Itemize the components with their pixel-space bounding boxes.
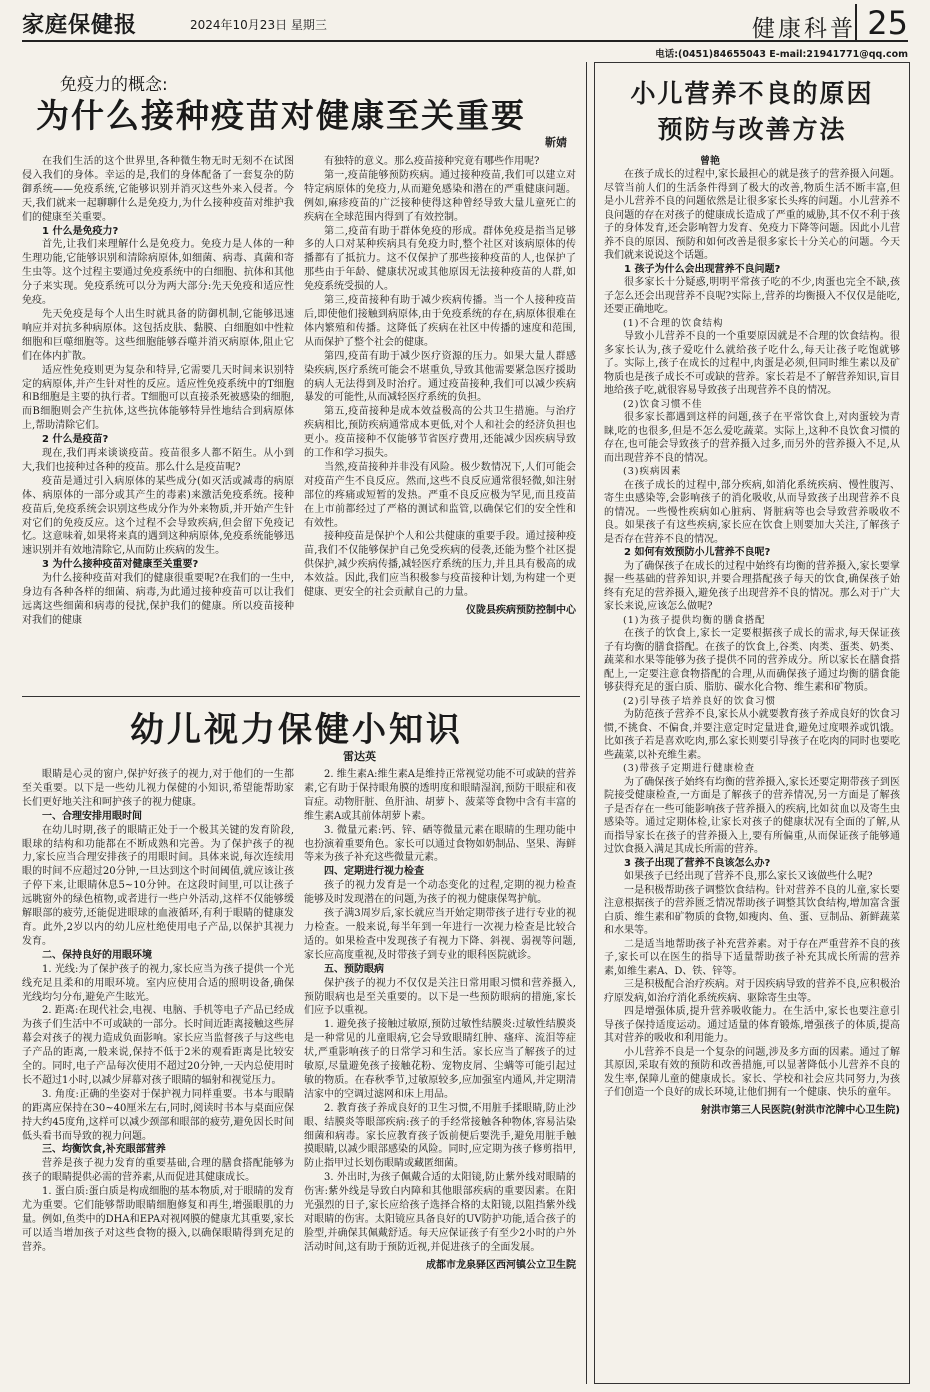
newspaper-name: 家庭保健报 [22,12,138,38]
article1-col1-paragraph-9: 为什么接种疫苗对我们的健康很重要呢?在我们的一生中,身边有各种各样的细菌、病毒,为此通过接种疫苗可以让我们远离这些细菌和病毒的侵扰,保护我们的健康。所以疫苗接种对我们的健康 [22,573,294,626]
article3-subsection-label-13: (2)引导孩子培养良好的饮食习惯 [623,695,776,707]
article1-kicker: 免疫力的概念: [60,75,168,95]
article2-author: 雷达英 [343,750,376,763]
article1-col2-paragraph-2: 第二,疫苗有助于群体免疫的形成。群体免疫是指当足够多的人口对某种疾病具有免疫力时,整个社区对该病原体的传播都有了抵抗力。这不仅保护了那些接种疫苗的人,也保护了那些由于年龄、健康状况或其他原因无法接种疫苗的人群,如免疫系统受损的人。 [304,225,576,293]
article3-paragraph-12: 在孩子的饮食上,家长一定要根据孩子成长的需求,每天保证孩子有均衡的膳食搭配。在孩子的饮食上,谷类、肉类、蛋类、奶类、蔬菜和水果等能够为孩子提供不同的营养成分。所以家长在膳食搭配上,一定要注意食物搭配的合理,从而确保孩子通过均衡的膳食能够获得充足的蛋白质、脂肪、碳水化合物、维生素和矿物质。 [604,628,900,693]
article3-paragraph-20: 二是适当地帮助孩子补充营养素。对于存在严重营养不良的孩子,家长可以在医生的指导下适量帮助孩子补充其成长所需的营养素,如维生素A、D、铁、锌等。 [604,938,900,977]
masthead [22,6,908,42]
article3-title-line-2: 预防与改善方法 [657,115,847,144]
article2-col2-paragraph-3: 孩子的视力发育是一个动态变化的过程,定期的视力检查能够及时发现潜在的问题,为孩子的视力健康保驾护航。 [304,880,576,906]
article2-col1-paragraph-6: 3. 角度:正确的坐姿对于保护视力同样重要。书本与眼睛的距离应保持在30~40厘米左右,同时,阅读时书本与桌面应保持大约45度角,这样可以减少颈部和眼部的疲劳,避免因长时间低头看书而导致的视力问题。 [22,1088,294,1142]
article3-subsection-label-3: (1)不合理的饮食结构 [623,317,724,329]
article1-column-1 [22,155,294,693]
column-divider [586,62,587,1384]
article3-subsection-label-11: (1)为孩子提供均衡的膳食搭配 [623,614,766,626]
article3-paragraph-8: 在孩子成长的过程中,部分疾病,如消化系统疾病、慢性腹泻、寄生虫感染等,会影响孩子的消化吸收,从而导致孩子出现营养不良的情况。一些慢性疾病如心脏病、肾脏病等也会导致营养吸收不良。如果孩子有这些疾病,家长应在饮食上则要加大关注,了解孩子是否存在营养不良的情况。 [604,479,900,545]
article1-col1-subheading-1: 1 什么是免疫力? [42,225,119,237]
article2-col1-paragraph-4: 1. 光线:为了保护孩子的视力,家长应当为孩子提供一个光线充足且柔和的用眼环境。室内应使用合适的照明设备,确保光线均匀分布,避免产生眩光。 [22,963,294,1003]
article3-paragraph-10: 为了确保孩子在成长的过程中始终有均衡的营养摄入,家长要掌握一些基础的营养知识,并要合理搭配孩子每天的饮食,确保孩子始终有充足的营养摄入,避免孩子出现营养不良的情况。那么对于广大家长来说,应该怎么做呢? [604,560,900,612]
article3-paragraph-22: 四是增强体质,提升营养吸收能力。在生活中,家长也要注意引导孩子保持适度运动。通过适量的体育锻炼,增强孩子的体质,提高其对营养的吸收和利用能力。 [604,1006,900,1044]
article1-col1-paragraph-0: 在我们生活的这个世界里,各种微生物无时无刻不在试图侵入我们的身体。幸运的是,我们的身体配备了一套复杂的防御系统——免疫系统,它能够识别并消灭这些外来入侵者。今天,我们就来一起聊聊什么是免疫力,为什么接种疫苗对维护我们的健康至关重要。 [22,156,294,223]
article3-subheading-1: 1 孩子为什么会出现营养不良问题? [624,263,781,275]
article1-col2-paragraph-4: 第四,疫苗有助于减少医疗资源的压力。如果大量人群感染疾病,医疗系统可能会不堪重负,导致其他需要紧急医疗援助的病人无法得到及时治疗。通过疫苗接种,我们可以减少疾病暴发的可能性,从而减轻医疗系统的负担。 [304,350,576,404]
article3-author: 曾艳 [700,156,720,167]
article2-col1-subheading-3: 二、保持良好的用眼环境 [42,949,152,961]
article1-col2-paragraph-7: 接种疫苗是保护个人和公共健康的重要手段。通过接种疫苗,我们不仅能够保护自己免受疾病的侵袭,还能为整个社区提供保护,减少疾病传播,减轻医疗系统的压力,并且具有极高的成本效益。因此,我们应当积极参与疫苗接种计划,为构建一个更健康、更安全的社会贡献自己的力量。 [304,531,576,599]
article2-col2-paragraph-9: 3. 外出时,为孩子佩戴合适的太阳镜,防止紫外线对眼睛的伤害:紫外线是导致白内障和其他眼部疾病的重要因素。在阳光强烈的日子,家长应给孩子选择合格的太阳镜,以阻挡紫外线对眼睛的伤害。太阳镜应具备良好的UV防护功能,适合孩子的脸型,并确保其佩戴舒适。每天应保证孩子有至少2小时的户外活动时间,这有助于预防近视,并促进孩子的全面发展。 [304,1172,576,1253]
article2-col2-subheading-2: 四、定期进行视力检查 [324,866,424,878]
article3-subheading-9: 2 如何有效预防小儿营养不良呢? [624,547,771,558]
article2-col1-paragraph-8: 营养是孩子视力发育的重要基础,合理的膳食搭配能够为孩子的眼睛提供必需的营养素,从而促进其健康成长。 [22,1158,294,1184]
article2-col2-paragraph-6: 保护孩子的视力不仅仅是关注日常用眼习惯和营养摄入,预防眼病也是至关重要的。以下是一些预防眼病的措施,家长们应予以重视。 [304,977,576,1017]
article3-paragraph-0: 在孩子成长的过程中,家长最担心的就是孩子的营养摄入问题。尽管当前人们的生活条件得到了极大的改善,物质生活不断丰富,但是小儿营养不良的问题依然是让很多家长头疼的问题。小儿营养不良问题的存在对孩子的健康成长造成了严重的威胁,其不仅不利于孩子的身体发育,还会影响智力发育、免疫力下降等问题。因此小儿营养不良的原因、预防和如何改善是很多家长十分关心的问题。今天我们就来说说这个话题。 [604,169,900,261]
article2-col2-paragraph-4: 孩子满3周岁后,家长就应当开始定期带孩子进行专业的视力检查。一般来说,每半年到一年进行一次视力检查是比较合适的。如果检查中发现孩子有视力下降、斜视、弱视等问题,家长应高度重视,及时带孩子到专业的眼科医院就诊。 [304,908,576,961]
article1-col2-paragraph-0: 有独特的意义。那么疫苗接种究竟有哪些作用呢? [324,156,540,167]
article2-col1-subheading-1: 一、合理安排用眼时间 [42,810,142,822]
article1-col1-paragraph-6: 现在,我们再来谈谈疫苗。疫苗很多人都不陌生。从小到大,我们也接种过各种的疫苗。那么什么是疫苗呢? [22,448,294,473]
article1-col2-paragraph-6: 当然,疫苗接种并非没有风险。极少数情况下,人们可能会对疫苗产生不良反应。然而,这些不良反应通常很轻微,如注射部位的疼痛或短暂的发热。严重不良反应极为罕见,而且疫苗在上市前都经过了严格的测试和监管,以确保它们的安全性和有效性。 [304,461,576,529]
article1-col1-paragraph-4: 适应性免疫则更为复杂和特异,它需要几天时间来识别特定的病原体,并产生针对性的反应。适应性免疫系统中的T细胞和B细胞是主要的执行者。T细胞可以直接杀死被感染的细胞,而B细胞则会产生抗体,这些抗体能够特异性地结合到病原体上,帮助清除它们。 [22,364,294,432]
article2-col1-subheading-7: 三、均衡饮食,补充眼部营养 [42,1144,166,1156]
contact-info: 电话:(0451)84655043 E-mail:21941771@qq.com [655,49,908,60]
article2-column-1 [22,768,294,1384]
article3-paragraph-21: 三是积极配合治疗疾病。对于因疾病导致的营养不良,应积极治疗原发病,如治疗消化系统疾病、驱除寄生虫等。 [604,979,900,1004]
article2-col2-paragraph-1: 3. 微量元素:钙、锌、硒等微量元素在眼睛的生理功能中也扮演着重要角色。家长可以通过食物如奶制品、坚果、海鲜等来为孩子补充这些微量元素。 [304,824,576,864]
article3-paragraph-16: 为了确保孩子始终有均衡的营养摄入,家长还要定期带孩子到医院接受健康检查,一方面是了解孩子的营养情况,另一方面是了解孩子是否存在一些可能影响孩子营养摄入的疾病,比如贫血以及寄生虫感染等。通过定期体检,让家长对孩子的健康状况有全面的了解,从而指导家长在孩子的营养摄入上,要有所偏重,从而保证孩子能够通过饮食摄入满足其成长所需的营养。 [604,776,900,855]
article3-paragraph-14: 为防范孩子营养不良,家长从小就要教育孩子养成良好的饮食习惯,不挑食、不偏食,并要注意定时定量进食,避免过度喂养或饥饿。比如孩子若是喜欢吃肉,那么家长则要引导孩子在吃肉的同时也要吃些蔬菜,以补充维生素。 [604,709,900,761]
article2-col1-paragraph-9: 1. 蛋白质:蛋白质是构成细胞的基本物质,对于眼睛的发育尤为重要。它们能够帮助眼睛细胞修复和再生,增强眼肌的力量。例如,鱼类中的DHA和EPA对视网膜的健康尤其重要,家长可以适当增加孩子对这些食物的摄入,以确保眼睛得到充足的营养。 [22,1186,294,1253]
article1-col1-subheading-5: 2 什么是疫苗? [42,434,109,446]
article1-title: 为什么接种疫苗对健康至关重要 [36,96,526,135]
article3-subsection-label-7: (3)疾病因素 [623,466,682,477]
article1-author: 靳婧 [545,136,567,149]
article3-body [604,168,900,1376]
article3-subheading-17: 3 孩子出现了营养不良该怎么办? [624,857,771,869]
article-divider [22,696,580,697]
article2-col2-subheading-5: 五、预防眼病 [324,963,384,975]
article1-col1-paragraph-3: 先天免疫是每个人出生时就具备的防御机制,它能够迅速响应并对抗多种病原体。这包括皮肤、黏膜、白细胞如中性粒细胞和巨噬细胞等。这些细胞能够吞噬并消灭病原体,阻止它们在体内扩散。 [22,308,294,362]
article1-col1-paragraph-2: 首先,让我们来理解什么是免疫力。免疫力是人体的一种生理功能,它能够识别和清除病原体,如细菌、病毒、真菌和寄生虫等。这个过程主要通过免疫系统中的白细胞、抗体和其他分子来实现。免疫系统可以分为两大部分:先天免疫和适应性免疫。 [22,239,294,307]
article1-col2-paragraph-5: 第五,疫苗接种是成本效益极高的公共卫生措施。与治疗疾病相比,预防疾病通常成本更低,对个人和社会的经济负担也更小。疫苗接种不仅能够节省医疗费用,还能减少因疾病导致的工作和学习损失。 [304,406,576,460]
article1-col2-author-organization-8: 仪陇县疾病预防控制中心 [466,605,576,616]
article2-col2-paragraph-8: 2. 教育孩子养成良好的卫生习惯,不用脏手揉眼睛,防止沙眼、结膜炎等眼部疾病:孩子的手经常接触各种物体,容易沾染细菌和病毒。家长应教育孩子饭前便后要洗手,避免用脏手触摸眼睛,以减少眼部感染的风险。同时,应定期为孩子修剪指甲,防止指甲过长划伤眼睛或藏匿细菌。 [304,1102,576,1170]
article2-column-2 [304,768,576,1384]
article2-col2-paragraph-7: 1. 避免孩子接触过敏原,预防过敏性结膜炎:过敏性结膜炎是一种常见的儿童眼病,它会导致眼睛红肿、瘙痒、流泪等症状,严重影响孩子的日常学习和生活。家长应当了解孩子的过敏原,尽量避免孩子接触花粉、宠物皮屑、尘螨等可能引起过敏的物质。在春秋季节,过敏原较多,应加强室内通风,并定期清洁家中的空调过滤网和床上用品。 [304,1019,576,1100]
article1-col1-subheading-8: 3 为什么接种疫苗对健康至关重要? [42,559,199,571]
article3-paragraph-4: 导致小儿营养不良的一个重要原因就是不合理的饮食结构。很多家长认为,孩子爱吃什么就给孩子吃什么,每天让孩子吃饱就够了。实际上,孩子在成长的过程中,肉蛋是必须,但同时维生素以及矿物质也是孩子成长不可或缺的营养。家长若是不了解营养知识,盲目地给孩子吃,就很容易导致孩子出现营养不良的情况。 [604,331,900,396]
article3-paragraph-23: 小儿营养不良是一个复杂的问题,涉及多方面的因素。通过了解其原因,采取有效的预防和改善措施,可以显著降低小儿营养不良的发生率,保障儿童的健康成长。家长、学校和社会应共同努力,为孩子们创造一个良好的成长环境,让他们拥有一个健康、快乐的童年。 [604,1046,900,1098]
article1-column-2 [304,155,576,693]
article2-col2-paragraph-0: 2. 维生素A:维生素A是维持正常视觉功能不可或缺的营养素,它有助于保持眼角膜的透明度和眼睛湿润,预防干眼症和夜盲症。动物肝脏、鱼肝油、胡萝卜、菠菜等食物中含有丰富的维生素A或其前体胡萝卜素。 [304,769,576,822]
article2-col2-author-organization-10: 成都市龙泉驿区西河镇公立卫生院 [426,1259,576,1271]
article2-title: 幼儿视力保健小知识 [130,710,463,750]
article3-title-line-1: 小儿营养不良的原因 [630,79,874,108]
article3-paragraph-6: 很多家长都遇到这样的问题,孩子在平常饮食上,对肉蛋较为青睐,吃的也很多,但是不怎么爱吃蔬菜。实际上,这种不良饮食习惯的存在,也可能会导致孩子的营养摄入过多,而另外的营养摄入不足,从而出现营养不良的情况。 [604,412,900,464]
article2-col1-paragraph-0: 眼睛是心灵的窗户,保护好孩子的视力,对于他们的一生都至关重要。以下是一些幼儿视力保健的小知识,希望能帮助家长们更好地关注和呵护孩子的视力健康。 [22,769,294,808]
issue-date: 2024年10月23日 星期三 [190,18,327,32]
article1-col1-paragraph-7: 疫苗是通过引入病原体的某些成分(如灭活或减毒的病原体、病原体的一部分或其产生的毒素)来激活免疫系统。接种疫苗后,免疫系统会识别这些成分作为外来物质,并开始产生针对它们的免疫反应。这个过程不会导致疾病,但会留下免疫记忆。这意味着,如果将来真的遇到这种病原体,免疫系统能够迅速识别并有效地清除它,从而防止疾病的发生。 [22,475,294,557]
article3-subsection-label-15: (3)带孩子定期进行健康检查 [623,763,755,774]
article1-col2-paragraph-1: 第一,疫苗能够预防疾病。通过接种疫苗,我们可以建立对特定病原体的免疫力,从而避免感染和潜在的严重健康问题。例如,麻疹疫苗的广泛接种使得这种曾经导致大量儿童死亡的疾病在全球范围内得到了有效控制。 [304,169,576,223]
article3-paragraph-2: 很多家长十分疑惑,明明平常孩子吃的不少,肉蛋也完全不缺,孩子怎么还会出现营养不良呢?实际上,营养的均衡摄入不仅仅是能吃,还要正确地吃。 [604,277,900,315]
section-title: 健康科普 [752,16,856,42]
article2-col1-paragraph-5: 2. 距离:在现代社会,电视、电脑、手机等电子产品已经成为孩子们生活中不可或缺的一部分。长时间近距离接触这些屏幕会对孩子的视力造成负面影响。家长应当监督孩子与这些电子产品的距离,一般来说,保持不低于2米的观看距离是比较安全的。同时,电子产品每次使用不超过20分钟,一天内总使用时长不超过1小时,以减少屏幕对孩子眼睛的辐射和视觉压力。 [22,1005,294,1086]
article3-subsection-label-5: (2)饮食习惯不佳 [623,398,703,410]
page-number: 25 [855,4,908,42]
article1-col2-paragraph-3: 第三,疫苗接种有助于减少疾病传播。当一个人接种疫苗后,即使他们接触到病原体,由于免疫系统的存在,病原体很难在体内繁殖和传播。这降低了疾病在社区中传播的速度和范围,从而保护了整个社会的健康。 [304,295,576,348]
article3-author-organization-24: 射洪市第三人民医院(射洪市沱牌中心卫生院) [700,1104,900,1116]
article3-title [604,76,900,148]
article3-paragraph-18: 如果孩子已经出现了营养不良,那么家长又该做些什么呢? [624,871,873,882]
article3-paragraph-19: 一是积极帮助孩子调整饮食结构。针对营养不良的儿童,家长要注意根据孩子的营养匮乏情况帮助孩子调整其饮食结构,增加富含蛋白质、维生素和矿物质的食物,如瘦肉、鱼、蛋、豆制品、新鲜蔬菜和水果等。 [604,884,900,936]
article2-col1-paragraph-2: 在幼儿时期,孩子的眼睛正处于一个极其关键的发育阶段,眼球的结构和功能都在不断成熟和完善。为了保护孩子的视力,家长应当合理安排孩子的用眼时间。具体来说,每次连续用眼的时间不应超过20分钟,一旦达到这个时间阈值,就应该让孩子停下来,让眼睛休息5~10分钟。在这段时间里,可以让孩子远眺窗外的绿色植物,或者进行一些户外活动,这样不仅能够缓解眼部的疲劳,还能促进眼球的血液循环,有利于眼睛的健康发育。此外,2岁以内的幼儿应杜绝使用电子产品,以保护其视力发育。 [22,824,294,947]
